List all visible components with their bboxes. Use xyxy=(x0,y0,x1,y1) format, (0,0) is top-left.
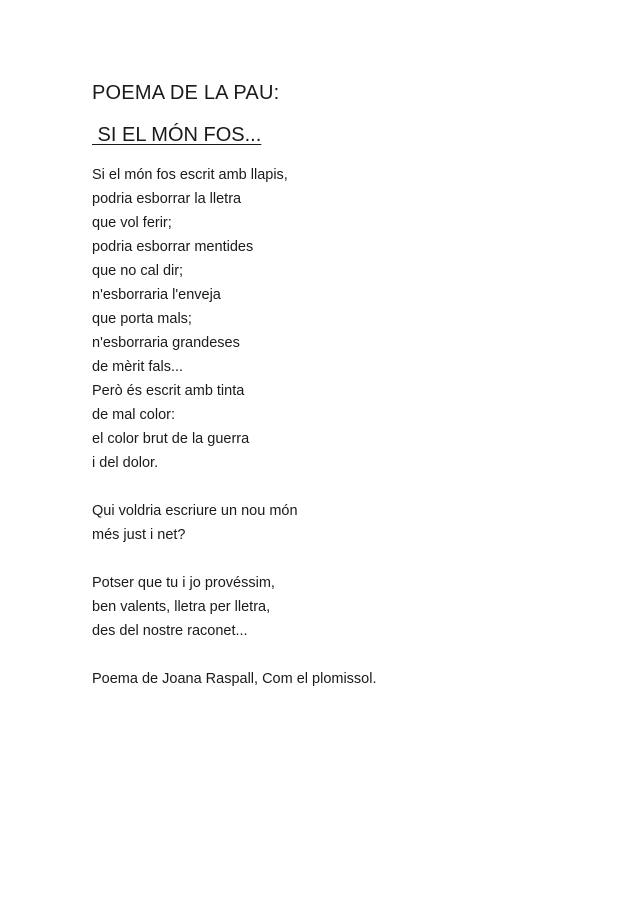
stanza-gap xyxy=(92,475,592,499)
poem-line: Qui voldria escriure un nou món xyxy=(92,503,298,519)
poem-line: n'esborraria l'enveja xyxy=(92,287,221,303)
poem-line: podria esborrar la lletra xyxy=(92,191,242,207)
poem-line: que vol ferir; xyxy=(92,215,172,231)
poem-line: de mèrit fals... xyxy=(92,359,184,375)
poem-attribution: Poema de Joana Raspall, Com el plomissol. xyxy=(92,671,377,687)
poem-line: més just i net? xyxy=(92,527,186,543)
stanza-gap xyxy=(92,547,592,571)
poem-line: Potser que tu i jo provéssim, xyxy=(92,575,275,591)
stanza xyxy=(92,499,592,547)
stanza xyxy=(92,571,592,643)
poem-line: ben valents, lletra per lletra, xyxy=(92,599,271,615)
poem-line: que porta mals; xyxy=(92,311,192,327)
stanza-gap xyxy=(92,643,592,667)
poem-line: de mal color: xyxy=(92,407,176,423)
poem-line: podria esborrar mentides xyxy=(92,239,254,255)
poem-title: POEMA DE LA PAU: xyxy=(92,82,280,104)
poem-line: i del dolor. xyxy=(92,455,159,471)
poem-line: Si el món fos escrit amb llapis, xyxy=(92,167,288,183)
poem-subtitle: SI EL MÓN FOS... xyxy=(92,124,262,146)
poem-line: que no cal dir; xyxy=(92,263,184,279)
poem-body xyxy=(92,163,592,691)
poem-line: el color brut de la guerra xyxy=(92,431,250,447)
poem-line: Però és escrit amb tinta xyxy=(92,383,245,399)
stanza xyxy=(92,163,592,475)
poem-line: des del nostre raconet... xyxy=(92,623,248,639)
poem-line: n'esborraria grandeses xyxy=(92,335,240,351)
attribution xyxy=(92,667,592,691)
